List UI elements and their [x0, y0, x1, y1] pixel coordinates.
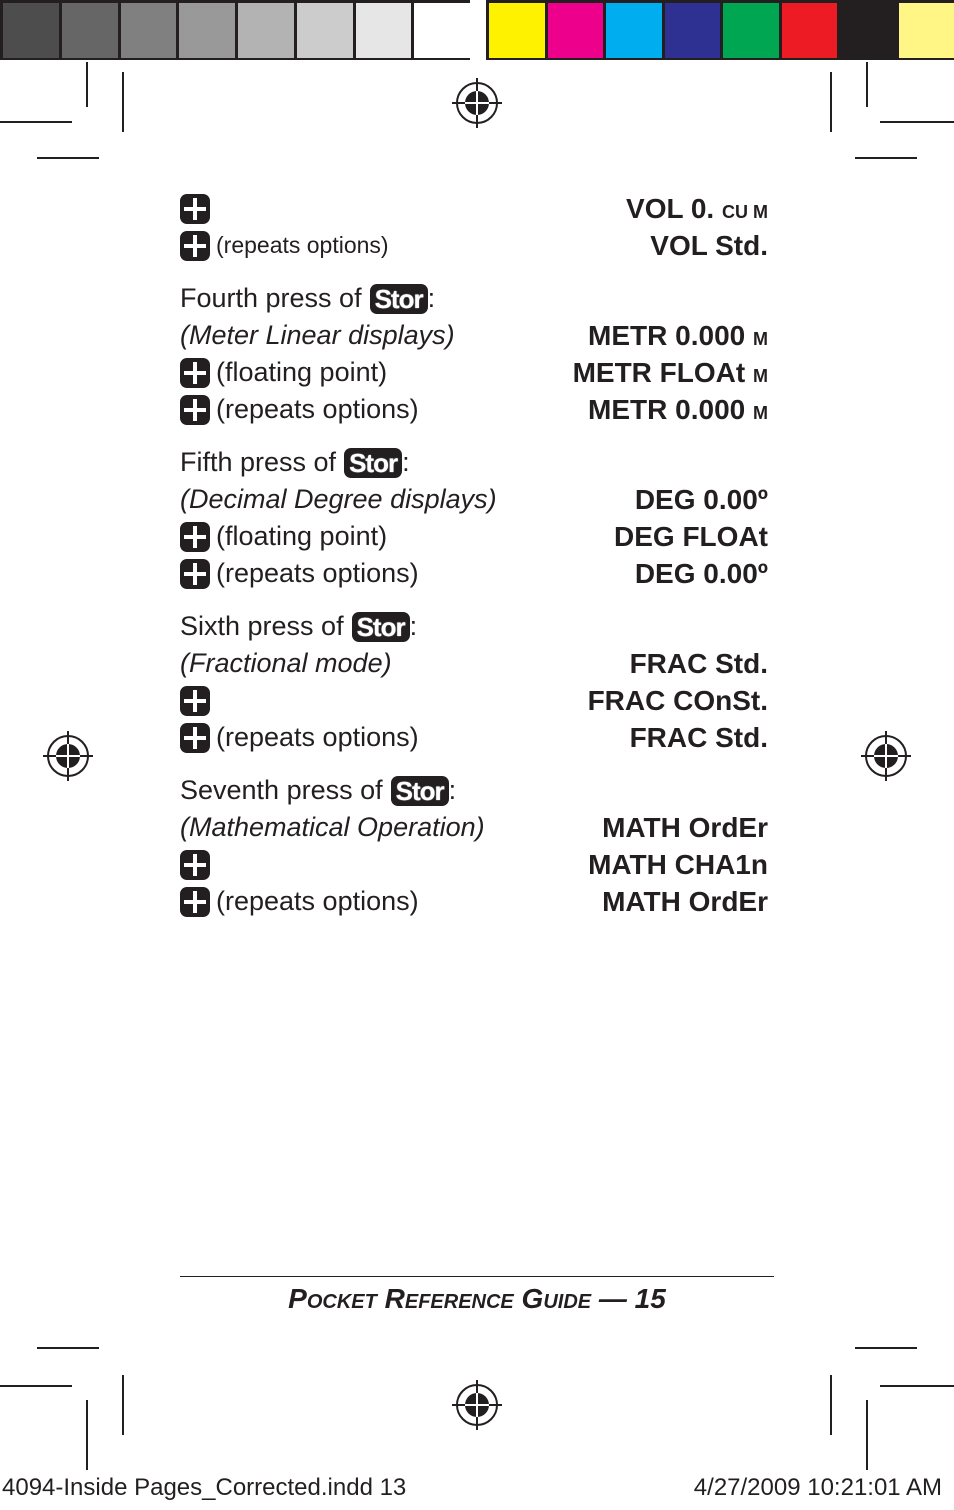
- instruction-row: [180, 645, 768, 682]
- display-value: METR 0.000: [588, 319, 746, 351]
- row-description: [180, 558, 419, 589]
- gray-swatch: [238, 3, 294, 58]
- plus-key-icon: [180, 194, 210, 224]
- instruction-table: [180, 190, 768, 920]
- plus-key-icon: [180, 887, 210, 917]
- display-value: METR 0.000: [588, 393, 746, 425]
- crop-mark: [122, 72, 124, 132]
- colon: :: [427, 283, 436, 313]
- row-description: [180, 447, 410, 478]
- instruction-row: [180, 518, 768, 555]
- section-heading: [180, 444, 768, 481]
- row-description: [180, 648, 392, 679]
- section-heading: [180, 772, 768, 809]
- display-readout: [588, 685, 768, 717]
- row-text: (repeats options): [216, 722, 419, 752]
- crop-mark: [855, 1347, 917, 1349]
- display-value: MATH OrdEr: [602, 885, 768, 917]
- crop-mark: [855, 157, 917, 159]
- page-footer: Pocket Reference Guide — 15: [288, 1283, 666, 1314]
- display-readout: [602, 812, 768, 844]
- section-gap: [180, 264, 768, 280]
- process-swatch: [665, 3, 721, 58]
- stor-key-icon: Stor: [370, 284, 428, 314]
- registration-mark-icon: [43, 731, 93, 781]
- instruction-row: [180, 555, 768, 592]
- display-readout: [588, 394, 768, 426]
- row-text: Fifth press of: [180, 447, 337, 477]
- plus-key-icon: [180, 395, 210, 425]
- display-value: FRAC COnSt.: [587, 684, 768, 716]
- row-description: [180, 231, 389, 261]
- process-swatch: [723, 3, 779, 58]
- display-value: MATH OrdEr: [602, 811, 768, 843]
- row-text: (repeats options): [216, 232, 389, 258]
- gray-swatch: [297, 3, 353, 58]
- plus-key-icon: [180, 358, 210, 388]
- plus-key-icon: [180, 723, 210, 753]
- display-value: DEG FLOAt: [614, 520, 768, 552]
- display-unit: CU M: [722, 201, 768, 222]
- crop-mark: [37, 1347, 99, 1349]
- display-value: METR FLOAt: [572, 356, 746, 388]
- stor-key-icon: Stor: [352, 612, 410, 642]
- process-swatch: [606, 3, 662, 58]
- row-description: [180, 722, 419, 753]
- process-swatch: [548, 3, 604, 58]
- grayscale-color-bar: [0, 0, 470, 60]
- slug-file-name: 4094-Inside Pages_Corrected.indd 13: [2, 1474, 407, 1501]
- display-value: VOL Std.: [650, 229, 768, 261]
- crop-mark: [0, 1385, 72, 1387]
- instruction-row: [180, 354, 768, 391]
- instruction-row: [180, 190, 768, 227]
- row-text: Sixth press of: [180, 611, 344, 641]
- instruction-row: [180, 391, 768, 428]
- row-description: [180, 775, 456, 806]
- row-description: [180, 357, 387, 388]
- instruction-row: [180, 682, 768, 719]
- display-value: VOL 0.: [626, 192, 715, 224]
- crop-mark: [86, 1400, 88, 1470]
- display-value: DEG 0.00º: [634, 557, 768, 589]
- display-readout: [614, 521, 768, 553]
- stor-key-icon: Stor: [391, 776, 449, 806]
- row-text: (repeats options): [216, 394, 419, 424]
- section-gap: [180, 592, 768, 608]
- row-text: (floating point): [216, 521, 388, 551]
- instruction-row: [180, 227, 768, 264]
- registration-mark-icon: [452, 1380, 502, 1430]
- instruction-row: [180, 317, 768, 354]
- row-description: [180, 521, 387, 552]
- display-unit: M: [753, 402, 768, 423]
- crop-mark: [866, 62, 868, 107]
- display-readout: [630, 648, 768, 680]
- row-description: [180, 611, 417, 642]
- display-value: FRAC Std.: [629, 647, 768, 679]
- crop-mark: [122, 1375, 124, 1435]
- row-description: [180, 484, 497, 515]
- plus-key-icon: [180, 686, 210, 716]
- footer-divider: [180, 1276, 774, 1277]
- display-readout: [573, 357, 768, 389]
- display-readout: [588, 320, 768, 352]
- gray-swatch: [356, 3, 412, 58]
- section-gap: [180, 428, 768, 444]
- gray-swatch: [179, 3, 235, 58]
- section-gap: [180, 756, 768, 772]
- crop-mark: [86, 62, 88, 107]
- colon: :: [402, 447, 410, 477]
- plus-key-icon: [180, 231, 210, 261]
- row-description: [180, 886, 419, 917]
- gray-swatch: [62, 3, 118, 58]
- row-description: [180, 850, 216, 880]
- colon: :: [448, 775, 457, 805]
- row-text: (Fractional mode): [180, 648, 392, 678]
- gray-swatch: [3, 3, 59, 58]
- display-readout: [630, 722, 768, 754]
- instruction-row: [180, 883, 768, 920]
- registration-mark-icon: [452, 78, 502, 128]
- crop-mark: [37, 157, 99, 159]
- crop-mark: [880, 121, 954, 123]
- process-swatch: [782, 3, 838, 58]
- display-readout: [588, 849, 768, 881]
- plus-key-icon: [180, 559, 210, 589]
- display-value: DEG 0.00º: [634, 483, 768, 515]
- registration-mark-icon: [861, 731, 911, 781]
- row-text: (Mathematical Operation): [180, 812, 485, 842]
- crop-mark: [830, 72, 832, 132]
- row-text: (repeats options): [216, 886, 419, 916]
- display-unit: M: [753, 365, 768, 386]
- crop-mark: [880, 1385, 954, 1387]
- display-value: MATH CHA1n: [588, 848, 768, 880]
- row-description: [180, 194, 216, 224]
- display-readout: [635, 558, 768, 590]
- display-readout: [650, 230, 768, 262]
- process-swatch: [899, 3, 954, 58]
- gray-swatch: [121, 3, 177, 58]
- section-heading: [180, 280, 768, 317]
- display-readout: [635, 484, 768, 516]
- gray-swatch: [414, 3, 470, 58]
- process-color-bar: [486, 0, 954, 60]
- display-readout: [602, 886, 768, 918]
- stor-key-icon: Stor: [344, 448, 402, 478]
- row-description: [180, 320, 455, 351]
- display-unit: M: [753, 328, 768, 349]
- instruction-row: [180, 719, 768, 756]
- row-description: [180, 394, 419, 425]
- row-text: (Decimal Degree displays): [180, 484, 497, 514]
- display-value: FRAC Std.: [629, 721, 768, 753]
- crop-mark: [830, 1375, 832, 1435]
- row-text: Fourth press of: [180, 283, 362, 313]
- section-heading: [180, 608, 768, 645]
- crop-mark: [866, 1400, 868, 1470]
- instruction-row: [180, 481, 768, 518]
- row-text: (repeats options): [216, 558, 419, 588]
- instruction-row: [180, 809, 768, 846]
- row-description: [180, 686, 216, 716]
- row-text: (floating point): [216, 357, 388, 387]
- plus-key-icon: [180, 522, 210, 552]
- crop-mark: [0, 121, 72, 123]
- process-swatch: [489, 3, 545, 58]
- display-readout: [626, 193, 768, 225]
- instruction-row: [180, 846, 768, 883]
- process-swatch: [840, 3, 896, 58]
- plus-key-icon: [180, 850, 210, 880]
- row-description: [180, 812, 485, 843]
- row-text: Seventh press of: [180, 775, 383, 805]
- colon: :: [409, 611, 418, 641]
- row-description: [180, 283, 435, 314]
- slug-date: 4/27/2009 10:21:01 AM: [693, 1474, 942, 1501]
- row-text: (Meter Linear displays): [180, 320, 455, 350]
